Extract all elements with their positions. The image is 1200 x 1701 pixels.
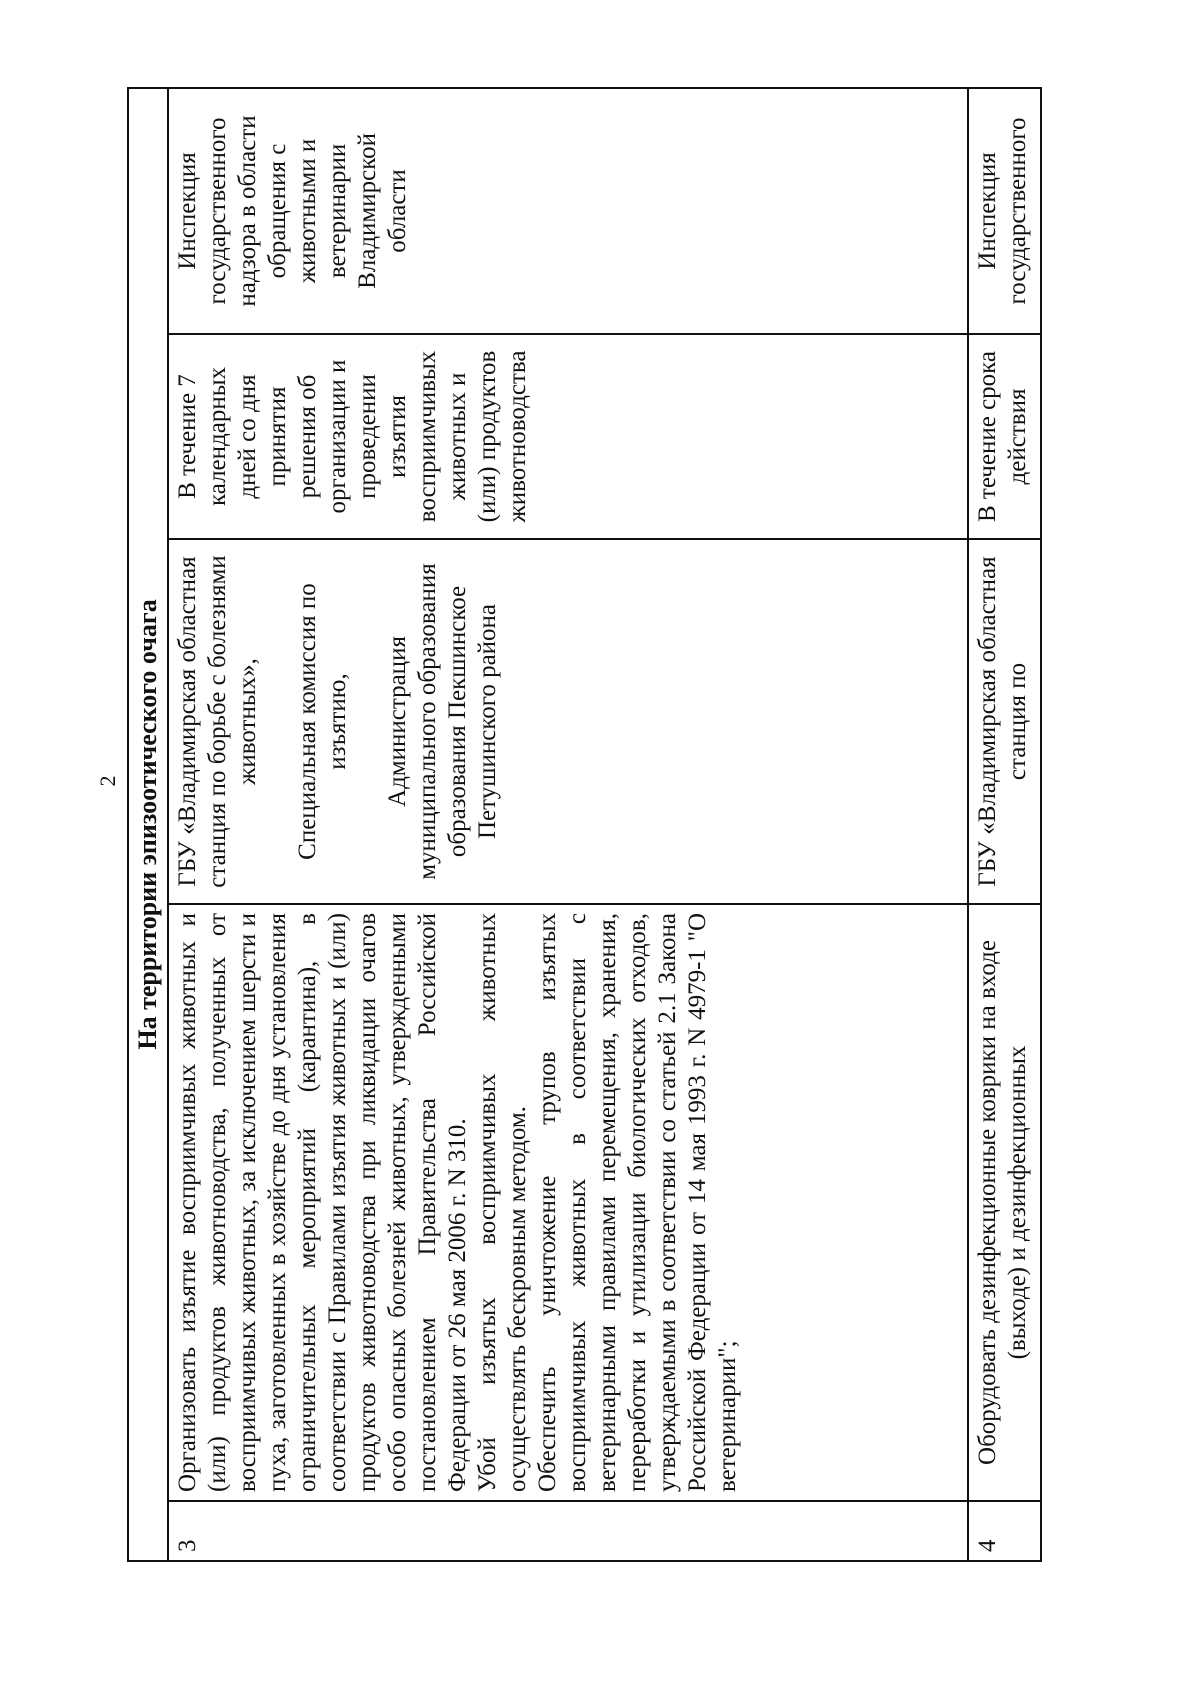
measure-cell — [168, 904, 968, 1501]
executor-cell — [168, 539, 968, 904]
measure-cell: Оборудовать дезинфекционные коврики на входе (выходе) и дезинфекционных — [968, 904, 1041, 1501]
table-row — [968, 88, 1041, 1561]
control-cell: Инспекция государственного надзора в области обращения с животными и ветеринарии Владимирской области — [168, 88, 968, 334]
measure-paragraph: Организовать изъятие восприимчивых животных и (или) продуктов животноводства, полученных от восприимчивых животных, за исключением шерсти и пуха, заготовленных в хозяйстве до дня установления ограничительных мероприятий (карантина), в соответствии с Правилами изъятия животных и (или) продуктов животноводства при ликвидации очагов особо опасных болезней животных, утвержденными постановлением Правительства Российской Федерации от 26 мая 2006 г. N 310. — [174, 913, 471, 1492]
executor-text: Администрация муниципального образования образования Пекшинское Петушинского района — [384, 563, 501, 880]
measure-paragraph: Обеспечить уничтожение трупов изъятых восприимчивых животных в соответствии с ветеринарными правилами перемещения, хранения, переработки и утилизации биологических отходов, утверждаемыми в соответствии со статьей 2.1 Закона Российской Федерации от 14 мая 1993 г. N 4979-1 "О ветеринарии"; — [534, 913, 741, 1492]
deadline-cell: В течение срока действия — [968, 334, 1041, 539]
rotated-page — [127, 89, 1042, 1562]
executor-text: Специальная комиссия по изъятию, — [294, 583, 351, 860]
deadline-cell: В течение 7 календарных дней со дня принятия решения об организации и проведении изъятия восприимчивых животных и (или) продуктов животноводства — [168, 334, 968, 539]
executor-cell: ГБУ «Владимирская областная станция по — [968, 539, 1041, 904]
row-number: 3 — [168, 1501, 968, 1561]
measure-paragraph: Убой изъятых восприимчивых животных осуществлять бескровным методом. — [474, 913, 531, 1492]
control-cell: Инспекция государственного — [968, 88, 1041, 334]
measures-table — [127, 87, 1042, 1562]
page-number: 2 — [95, 775, 120, 787]
section-title: На территории эпизоотического очага — [128, 88, 168, 1561]
executor-text: ГБУ «Владимирская областная станция по борьбе с болезнями животных», — [174, 555, 261, 888]
table-row — [168, 88, 968, 1561]
row-number: 4 — [968, 1501, 1041, 1561]
